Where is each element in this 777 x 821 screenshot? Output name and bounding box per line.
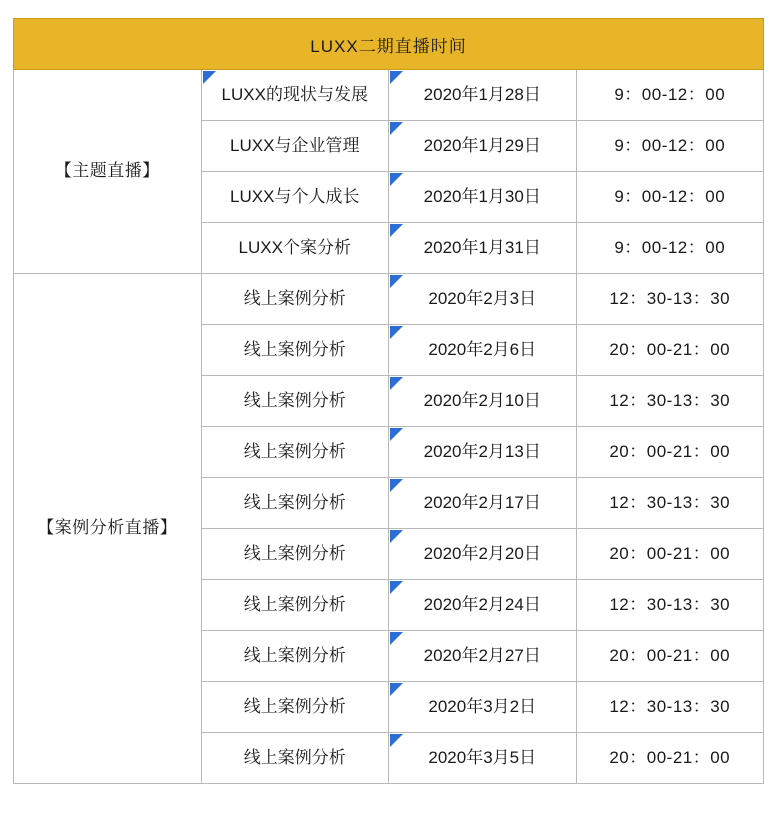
topic-text: LUXX的现状与发展 [221,85,368,104]
topic-cell [201,70,389,121]
topic-text: 线上案例分析 [243,595,346,614]
topic-cell [201,172,389,223]
time-cell [576,172,764,223]
date-text: 2020年3月2日 [428,697,537,716]
date-text: 2020年2月3日 [428,289,537,308]
date-text: 2020年2月13日 [423,442,541,461]
topic-cell [201,631,389,682]
time-text: 9：00-12：00 [614,85,726,104]
topic-cell [201,274,389,325]
date-text: 2020年2月24日 [423,595,541,614]
date-text: 2020年2月27日 [423,646,541,665]
date-text: 2020年1月31日 [423,238,541,257]
date-cell [389,274,577,325]
date-cell [389,427,577,478]
topic-cell [201,427,389,478]
date-cell [389,121,577,172]
topic-text: 线上案例分析 [243,493,346,512]
topic-text: 线上案例分析 [243,748,346,767]
date-cell [389,529,577,580]
topic-cell [201,682,389,733]
time-cell [576,478,764,529]
time-text: 9：00-12：00 [614,136,726,155]
topic-text: 线上案例分析 [243,697,346,716]
date-cell [389,733,577,784]
group-label: 【主题直播】 [54,161,160,181]
date-cell [389,478,577,529]
time-text: 20：00-21：00 [609,442,731,461]
time-cell [576,427,764,478]
group-label-cell [14,70,202,274]
time-text: 12：30-13：30 [609,595,731,614]
date-cell [389,682,577,733]
time-text: 20：00-21：00 [609,544,731,563]
topic-cell [201,478,389,529]
date-cell [389,70,577,121]
time-text: 12：30-13：30 [609,697,731,716]
time-cell [576,580,764,631]
schedule-table-body [14,19,764,784]
time-cell [576,682,764,733]
time-text: 12：30-13：30 [609,493,731,512]
date-text: 2020年1月28日 [423,85,541,104]
time-text: 20：00-21：00 [609,646,731,665]
topic-text: 线上案例分析 [243,544,346,563]
topic-text: LUXX与企业管理 [230,136,360,155]
table-title-row [14,19,764,70]
topic-text: 线上案例分析 [243,646,346,665]
time-cell [576,376,764,427]
time-text: 20：00-21：00 [609,748,731,767]
date-text: 2020年1月30日 [423,187,541,206]
date-text: 2020年2月20日 [423,544,541,563]
time-cell [576,325,764,376]
topic-cell [201,121,389,172]
table-row [14,274,764,325]
time-cell [576,733,764,784]
date-text: 2020年2月6日 [428,340,537,359]
topic-cell [201,223,389,274]
date-cell [389,580,577,631]
topic-text: LUXX个案分析 [238,238,351,257]
time-cell [576,274,764,325]
date-text: 2020年2月10日 [423,391,541,410]
topic-text: 线上案例分析 [243,340,346,359]
schedule-table [13,18,764,784]
group-label: 【案例分析直播】 [37,518,178,538]
document-title: LUXX二期直播时间 [14,19,764,70]
time-cell [576,121,764,172]
date-text: 2020年3月5日 [428,748,537,767]
topic-cell [201,529,389,580]
time-cell [576,70,764,121]
topic-text: 线上案例分析 [243,391,346,410]
topic-cell [201,580,389,631]
time-text: 20：00-21：00 [609,340,731,359]
topic-cell [201,733,389,784]
topic-text: LUXX与个人成长 [230,187,360,206]
time-cell [576,223,764,274]
topic-cell [201,376,389,427]
time-cell [576,529,764,580]
topic-cell [201,325,389,376]
date-text: 2020年1月29日 [423,136,541,155]
date-cell [389,223,577,274]
table-row [14,70,764,121]
topic-text: 线上案例分析 [243,289,346,308]
date-cell [389,631,577,682]
group-label-cell [14,274,202,784]
date-text: 2020年2月17日 [423,493,541,512]
time-text: 12：30-13：30 [609,391,731,410]
date-cell [389,376,577,427]
topic-text: 线上案例分析 [243,442,346,461]
date-cell [389,172,577,223]
date-cell [389,325,577,376]
time-text: 9：00-12：00 [614,238,726,257]
time-cell [576,631,764,682]
time-text: 12：30-13：30 [609,289,731,308]
time-text: 9：00-12：00 [614,187,726,206]
